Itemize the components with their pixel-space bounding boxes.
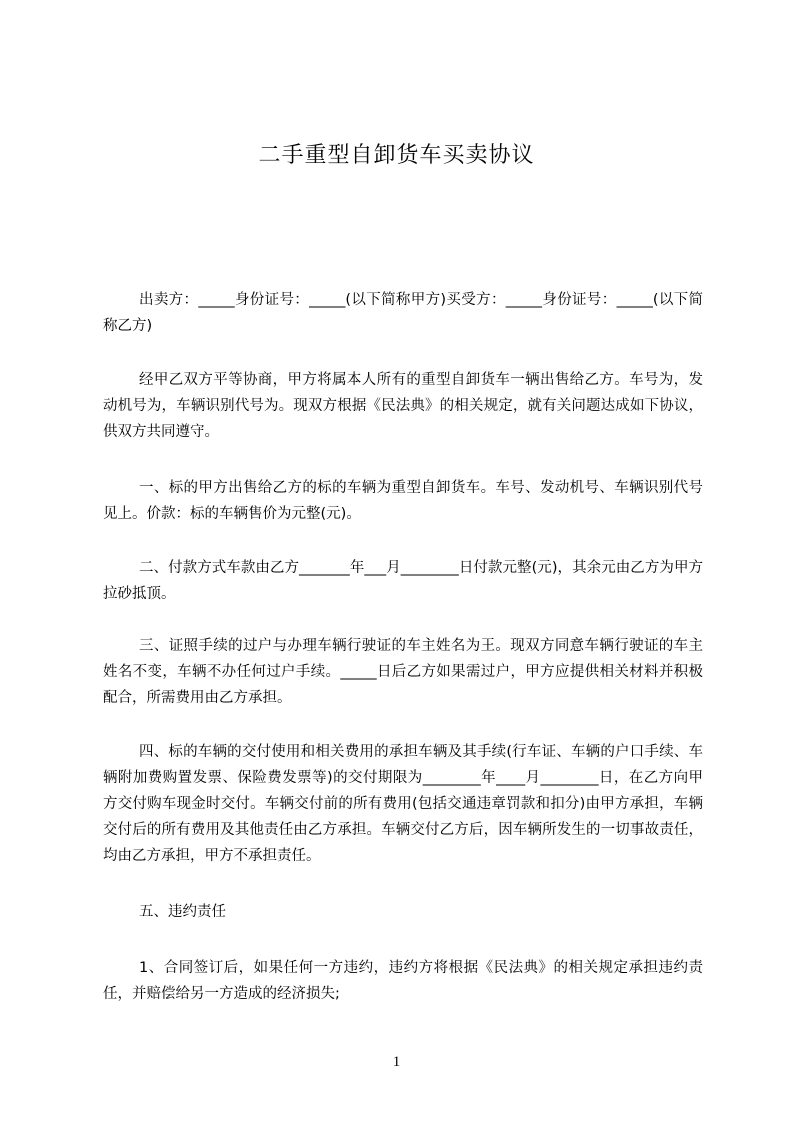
page-number: 1 <box>392 1054 401 1070</box>
parties-paragraph: 出卖方：_____身份证号：_____(以下简称甲方)买受方：_____身份证号：_____(以下简称乙方) <box>103 292 703 334</box>
clause-payment-paragraph: 二、付款方式车款由乙方_______年___月________日付款元整(元)，其余元由乙方为甲方拉砂抵顶。 <box>103 560 703 602</box>
clause-subject-paragraph: 一、标的甲方出售给乙方的标的车辆为重型自卸货车。车号、发动机号、车辆识别代号见上。价款：标的车辆售价为元整(元)。 <box>103 480 703 522</box>
preamble-paragraph: 经甲乙双方平等协商，甲方将属本人所有的重型自卸货车一辆出售给乙方。车号为，发动机号为，车辆识别代号为。现双方根据《民法典》的相关规定，就有关问题达成如下协议，供双方共同遵守。 <box>103 372 703 440</box>
document-title: 二手重型自卸货车买卖协议 <box>258 143 535 168</box>
clause-transfer-paragraph: 三、证照手续的过户与办理车辆行驶证的车主姓名为王。现双方同意车辆行驶证的车主姓名不变，车辆不办任何过户手续。_____日后乙方如果需过户，甲方应提供相关材料并积极配合，所需费用由乙方承担。 <box>103 638 703 706</box>
clause-delivery-paragraph: 四、标的车辆的交付使用和相关费用的承担车辆及其手续(行车证、车辆的户口手续、车辆附加费购置发票、保险费发票等)的交付期限为________年____月________日，在乙方向甲方交付购车现金时交付。车辆交付前的所有费用(包括交通违章罚款和扣分)由甲方承担，车辆交付后的所有费用及其他责任由乙方承担。车辆交付乙方后，因车辆所发生的一切事故责任，均由乙方承担，甲方不承担责任。 <box>103 744 703 864</box>
clause-breach-heading: 五、违约责任 <box>139 904 226 920</box>
clause-breach-item-1: 1、合同签订后，如果任何一方违约，违约方将根据《民法典》的相关规定承担违约责任，并赔偿给另一方造成的经济损失; <box>103 960 703 1002</box>
